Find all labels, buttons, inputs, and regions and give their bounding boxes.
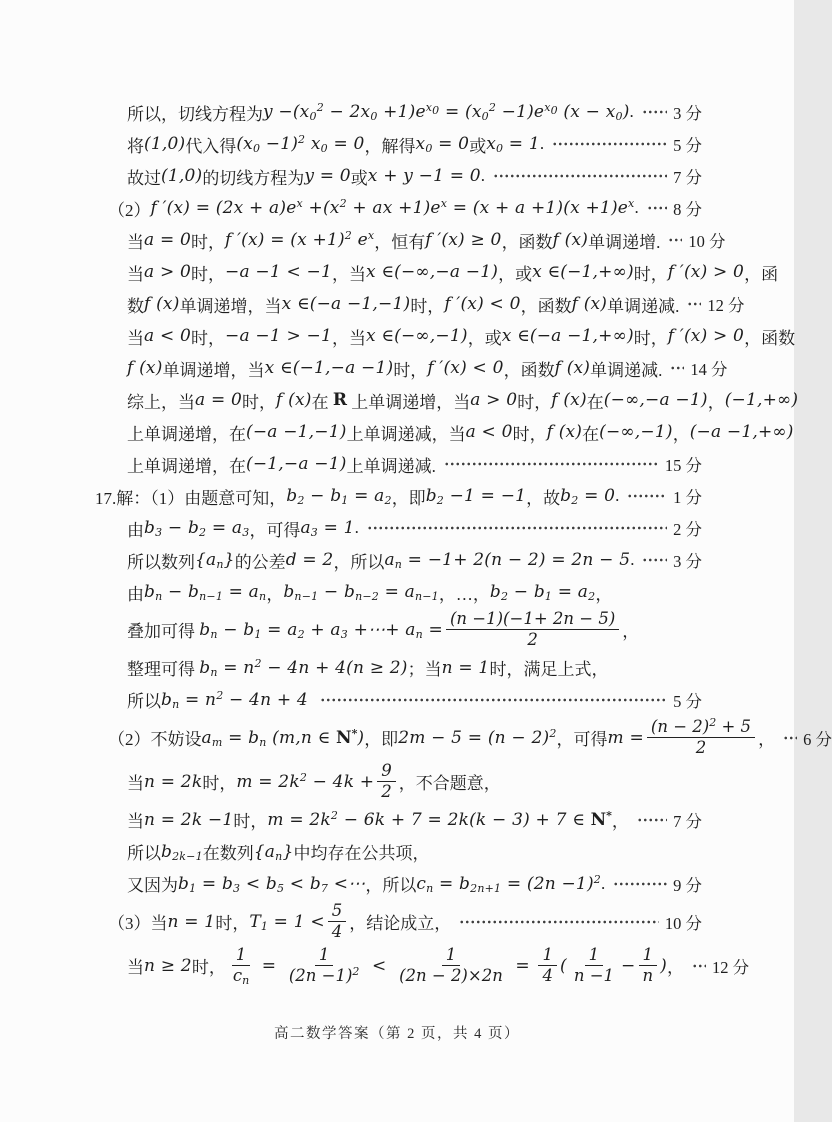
math-run: $\{a_n\}$ — [195, 550, 235, 571]
text-run: . — [539, 134, 545, 153]
dotted-leader — [692, 963, 706, 969]
text-run: ，函数 — [520, 296, 572, 316]
fraction: $\frac{1}{4}$ — [538, 946, 557, 986]
text-run: 当 — [127, 958, 144, 978]
math-run: f ′(x) > 0 — [667, 262, 745, 282]
text-run: 时， — [191, 232, 226, 252]
score-label: 14 分 — [690, 360, 728, 379]
text-run: 所以 — [127, 692, 161, 712]
solution-line-12 — [95, 448, 702, 480]
solution-line-10 — [95, 384, 799, 416]
math-run: ) — [660, 955, 667, 976]
solution-line-1 — [95, 96, 702, 128]
text-run: ，或 — [467, 328, 502, 348]
text-run: . — [615, 486, 620, 505]
text-run: . — [600, 873, 606, 893]
math-run: n = 1 — [167, 911, 216, 932]
solution-line-20 — [95, 715, 832, 760]
text-run: 代入得 — [185, 136, 237, 156]
text-run: 时， — [233, 812, 268, 832]
solution-line-22 — [95, 804, 702, 836]
math-run: x ∈(−∞,−a −1) — [365, 262, 499, 282]
score-label: 9 分 — [673, 875, 702, 895]
text-run: 上单调递减，当 — [346, 424, 466, 444]
text-run — [308, 690, 312, 710]
text-run: ， — [666, 958, 684, 978]
dotted-leader — [670, 365, 684, 371]
dotted-leader — [367, 525, 667, 531]
solution-line-25 — [95, 900, 702, 944]
math-run: (−a −1,−1) — [246, 422, 347, 442]
math-run: f (x) — [552, 230, 589, 250]
dotted-leader — [444, 461, 659, 467]
text-run: ，或 — [498, 264, 533, 284]
math-run: x ∈(−∞,−1) — [365, 326, 468, 346]
text-run: ，所以 — [365, 876, 417, 896]
score-label: 2 分 — [673, 520, 702, 539]
text-run: 单调递增. — [588, 232, 661, 252]
text-run: 上单调递增，在 — [127, 424, 246, 444]
text-run: 时， — [517, 392, 552, 412]
text-run: 在数列 — [202, 844, 254, 864]
score-label: 7 分 — [673, 811, 702, 831]
text-run: 或 — [350, 168, 368, 188]
text-run: 上单调递减. — [346, 456, 436, 476]
math-run: x ∈(−1,−a −1) — [264, 358, 394, 378]
score-label: 3 分 — [673, 552, 702, 571]
solution-line-13 — [95, 480, 702, 512]
text-run: 单调递增，当 — [162, 360, 265, 380]
score-label: 6 分 — [803, 729, 832, 749]
math-run: n = 1 — [441, 657, 490, 678]
math-run: f (x) — [144, 294, 180, 314]
math-run: (−∞,−a −1) — [603, 390, 708, 410]
math-run: $m = 2k^2 - 4k$ + — [236, 770, 375, 792]
text-run: 时， — [191, 958, 226, 978]
math-run: R — [332, 390, 347, 410]
text-run: 17.解：（1）由题意可知， — [95, 488, 287, 508]
text-run: ，函 — [744, 264, 779, 284]
text-run: ，所以 — [333, 552, 385, 572]
math-run: (−a −1,+∞) — [689, 422, 794, 442]
text-run: 或 — [469, 136, 487, 156]
text-run: 时， — [512, 424, 547, 444]
solution-line-26 — [95, 944, 750, 988]
solution-line-17 — [95, 608, 702, 652]
dotted-leader — [493, 173, 667, 179]
dotted-leader — [642, 557, 667, 563]
math-run: n = 2k −1 — [144, 809, 234, 830]
math-run: f ′(x) < 0 — [427, 358, 504, 378]
text-run: 综上，当 — [127, 392, 195, 412]
math-run: f $'(x) = (2x + a)e^x +(x^2$ + ax $+1)e^x = (x + a +1)(x +1)e^x$ — [150, 197, 635, 218]
text-run: ，即 — [391, 488, 426, 508]
math-run: $a_n = -1+ 2(n - 2) = 2n - 5$ — [384, 550, 631, 571]
text-run: 当 — [127, 774, 144, 794]
text-run: ， — [758, 730, 776, 750]
text-run: ，函数 — [744, 328, 796, 348]
text-run: 在 — [586, 392, 604, 412]
text-run: ， — [611, 812, 629, 832]
math-run: $\{a_n\}$ — [253, 841, 294, 863]
math-run: $m = 2k^2 - 6k + 7 = 2k(k - 3) + 7$ ∈ — [267, 808, 591, 830]
math-run: x + y −1 = 0 — [367, 166, 481, 186]
dotted-leader — [647, 205, 667, 211]
score-label: 15 分 — [664, 456, 702, 475]
score-label: 1 分 — [673, 488, 702, 507]
text-run: 时， — [393, 360, 428, 380]
dotted-leader — [637, 817, 667, 823]
math-run: f (x) — [546, 422, 583, 442]
text-run: ，函数 — [501, 232, 553, 252]
text-run: . — [634, 198, 639, 217]
math-run: a < 0 — [144, 326, 192, 346]
text-run: 时， — [633, 264, 668, 284]
math-run: n = 2k — [144, 771, 203, 792]
dotted-leader — [552, 141, 667, 147]
fraction: $\frac{1}{c_n}$ — [232, 944, 250, 988]
text-run: 上单调递增，当 — [346, 392, 471, 412]
text-run: 单调递减. — [590, 360, 663, 380]
text-run: 时， — [191, 328, 226, 348]
score-label: 12 分 — [707, 296, 745, 315]
text-run: 由 — [127, 584, 144, 604]
text-run: ，…， — [438, 584, 490, 604]
solution-line-7 — [95, 288, 745, 320]
score-label: 3 分 — [673, 104, 702, 123]
text-run: ，即 — [364, 730, 399, 750]
solution-line-3 — [95, 160, 702, 192]
text-run: 在 — [582, 424, 600, 444]
dotted-leader — [668, 237, 682, 243]
math-run: = — [509, 955, 536, 976]
text-run: . — [480, 166, 486, 185]
solution-line-18 — [95, 652, 702, 684]
math-run: −a −1 > −1 — [225, 326, 332, 346]
score-label: 8 分 — [673, 200, 702, 219]
text-run: 又因为 — [127, 876, 178, 896]
math-run: = — [256, 955, 282, 976]
score-label: 5 分 — [673, 691, 702, 711]
math-run: a = 0 — [195, 390, 243, 410]
fraction: $\frac{1}{n}$ — [638, 946, 657, 986]
text-run: 时， — [202, 774, 237, 794]
text-run: 上单调递增，在 — [127, 456, 246, 476]
text-run: 时， — [410, 296, 445, 316]
solution-line-19 — [95, 684, 702, 716]
text-run: 时， — [633, 328, 668, 348]
text-run: ；当 — [407, 660, 442, 680]
math-run: (1,0) — [144, 134, 186, 154]
math-run: $b_n = n^2 - 4n + 4(n \ge 2)$ — [199, 656, 408, 679]
math-run: $c_n = b_{2n+1} = (2n -1)^2$ — [416, 872, 601, 895]
math-run: a < 0 — [465, 422, 513, 442]
math-run: f (x) — [571, 294, 608, 314]
math-run: $b_n - b_1 = a_2 + a_3$ +⋯+ $a_n$ = — [199, 619, 443, 641]
math-run: $b_3 - b_2 = a_3$ — [144, 518, 250, 539]
text-run: 当 — [127, 812, 144, 832]
math-run: x ∈(−a −1,−1) — [281, 294, 411, 314]
text-run: ，不合题意， — [398, 774, 501, 794]
fraction: $\frac{9}{2}$ — [377, 762, 396, 802]
fraction: $\frac{5}{4}$ — [328, 902, 347, 942]
math-run: (−1,−a −1) — [246, 454, 347, 474]
text-run: 由 — [127, 520, 144, 540]
text-run: ，解得 — [364, 136, 416, 156]
text-run: 单调递减. — [607, 296, 680, 316]
score-label: 10 分 — [688, 232, 726, 251]
math-run: y = 0 — [304, 166, 351, 186]
solution-line-24 — [95, 868, 702, 900]
math-run: $b_2 = 0$ — [560, 486, 616, 507]
score-label: 10 分 — [664, 913, 702, 933]
text-run: 当 — [127, 232, 144, 252]
math-run: (1,0) — [161, 166, 203, 186]
dotted-leader — [320, 697, 667, 703]
fraction: $\frac{1}{n -1}$ — [573, 944, 615, 986]
text-run: 时，满足上式， — [489, 660, 609, 680]
text-run: ，当 — [331, 264, 366, 284]
math-run: $b_n = n^2 - 4n + 4$ — [161, 688, 308, 711]
text-run: . — [629, 102, 634, 121]
math-run: −a −1 < −1 — [225, 262, 332, 282]
math-run: f ′(x) > 0 — [667, 326, 745, 346]
text-run: 单调递增，当 — [179, 296, 282, 316]
text-run: . — [630, 550, 635, 569]
math-run: x ∈(−1,+∞) — [532, 262, 634, 282]
text-run: 时， — [191, 264, 226, 284]
text-run: 的切线方程为 — [202, 168, 305, 188]
math-run: $a_m = b_n$ (m,n ∈ — [201, 727, 337, 749]
text-run: 在 — [311, 392, 333, 412]
text-run: ，可得 — [249, 520, 301, 540]
dotted-leader — [783, 735, 797, 741]
math-run: f ′(x) ≥ 0 — [425, 230, 502, 250]
math-run: $b_2 -1 = -1$ — [425, 486, 527, 507]
score-label: 5 分 — [673, 136, 702, 155]
text-run: 当 — [127, 328, 144, 348]
text-run: ，恒有 — [374, 232, 426, 252]
text-run: 所以，切线方程为 — [127, 104, 263, 124]
math-run: d = 2 — [285, 550, 334, 570]
math-run: $b_{n-1} - b_{n-2} = a_{n-1}$ — [283, 582, 439, 603]
solution-line-16 — [95, 576, 702, 608]
fraction: $\frac{(n - 2)^2 + 5}{2}$ — [647, 718, 755, 758]
math-run: (−∞,−1) — [599, 422, 673, 442]
math-run: $T_1 = 1$ < — [249, 911, 325, 933]
math-run: $b_2 - b_1 = a_2$ — [286, 486, 392, 507]
score-label: 7 分 — [673, 168, 702, 187]
math-run: f (x) — [554, 358, 591, 378]
solution-line-15 — [95, 544, 702, 576]
text-run: 整理可得 — [127, 660, 200, 680]
text-run: ，当 — [331, 328, 366, 348]
math-run: $(x_0 -1)^2$ $x_0 = 0$ — [236, 133, 365, 155]
text-run: 时， — [242, 392, 277, 412]
text-run: 的公差 — [234, 552, 286, 572]
math-run: $x_0 = 0$ — [415, 134, 470, 155]
text-run: ，可得 — [556, 730, 608, 750]
solution-line-4 — [95, 192, 702, 224]
solution-line-11 — [95, 416, 794, 448]
math-run: a = 0 — [144, 230, 192, 250]
math-run: f (x) — [551, 390, 587, 410]
solution-line-23 — [95, 836, 702, 868]
solution-line-8 — [95, 320, 796, 352]
text-run: 故过 — [127, 168, 161, 188]
math-run: x ∈(−a −1,+∞) — [501, 326, 634, 346]
text-run: （2） — [108, 200, 151, 220]
math-run: n ≥ 2 — [144, 955, 192, 976]
fraction: $\frac{1}{(2n - 2)\times 2n}$ — [399, 944, 503, 986]
solution-line-9 — [95, 352, 728, 384]
math-run: f (x) — [276, 390, 312, 410]
math-run: ) — [357, 727, 365, 748]
text-run: ， — [707, 392, 725, 412]
text-run: （3）当 — [108, 914, 168, 934]
solution-line-2 — [95, 128, 702, 160]
text-run: 时， — [215, 914, 250, 934]
math-run: N* — [336, 726, 358, 748]
math-run: f (x) — [127, 358, 163, 378]
fraction: $\frac{1}{(2n -1)^2}$ — [288, 944, 360, 986]
score-label: 12 分 — [711, 957, 750, 977]
dotted-leader — [613, 881, 667, 887]
math-run: f $'(x) = (x +1)^2$ $e^x$ — [225, 229, 375, 250]
text-run: . — [354, 518, 359, 537]
math-run: $y -(x_0^2 - 2x_0 +1)e^{x_0} = (x_0^2 -1)e^{x_0}$ $(x - x_0)$ — [263, 101, 630, 123]
text-run: 将 — [127, 136, 144, 156]
math-run: $b_n - b_{n-1} = a_n$ — [144, 582, 267, 603]
dotted-leader — [459, 919, 659, 925]
math-run: $b_2 - b_1 = a_2$ — [489, 582, 596, 603]
math-run: (−1,+∞) — [724, 390, 799, 410]
math-run: m = — [607, 727, 644, 748]
text-run: 叠加可得 — [127, 622, 200, 642]
math-run: a > 0 — [470, 390, 518, 410]
math-run: f ′(x) < 0 — [444, 294, 521, 314]
solution-line-6 — [95, 256, 779, 288]
text-run: ，函数 — [503, 360, 555, 380]
solution-line-5 — [95, 224, 726, 256]
math-run: $a_3 = 1$ — [300, 518, 355, 539]
text-run: 数 — [127, 296, 144, 316]
text-run: ， — [266, 584, 284, 604]
text-run: 所以 — [127, 844, 161, 864]
text-run: ，故 — [526, 488, 561, 508]
page-footer: 高二数学答案（第 2 页，共 4 页） — [274, 1025, 520, 1042]
dotted-leader — [627, 493, 667, 499]
math-run: N* — [590, 808, 612, 830]
dotted-leader — [687, 301, 701, 307]
text-run: （2）不妨设 — [108, 730, 202, 750]
math-run: − — [621, 955, 636, 976]
math-run: $b_1 = b_3 < b_5 < b_7$ <⋯ — [178, 873, 366, 895]
text-run: ， — [595, 584, 613, 604]
text-run: ， — [672, 424, 690, 444]
text-run: 所以数列 — [127, 552, 195, 572]
text-run: 当 — [127, 264, 144, 284]
text-run: 中均存在公共项， — [293, 844, 430, 864]
math-run: $b_{2k-1}$ — [161, 841, 203, 863]
math-run: ( — [559, 955, 567, 976]
text-run: ，结论成立， — [349, 914, 452, 934]
dotted-leader — [642, 109, 667, 115]
fraction: $\frac{(n -1)(-1+ 2n - 5)}{2}$ — [446, 610, 619, 650]
math-run: < — [366, 955, 393, 976]
math-run: $2m - 5 = (n - 2)^2$ — [398, 726, 557, 748]
math-run: $x_0 = 1$ — [486, 134, 540, 155]
math-run: a > 0 — [144, 262, 192, 282]
solution-line-21 — [95, 760, 702, 804]
text-run: ， — [622, 622, 640, 642]
solution-line-14 — [95, 512, 702, 544]
